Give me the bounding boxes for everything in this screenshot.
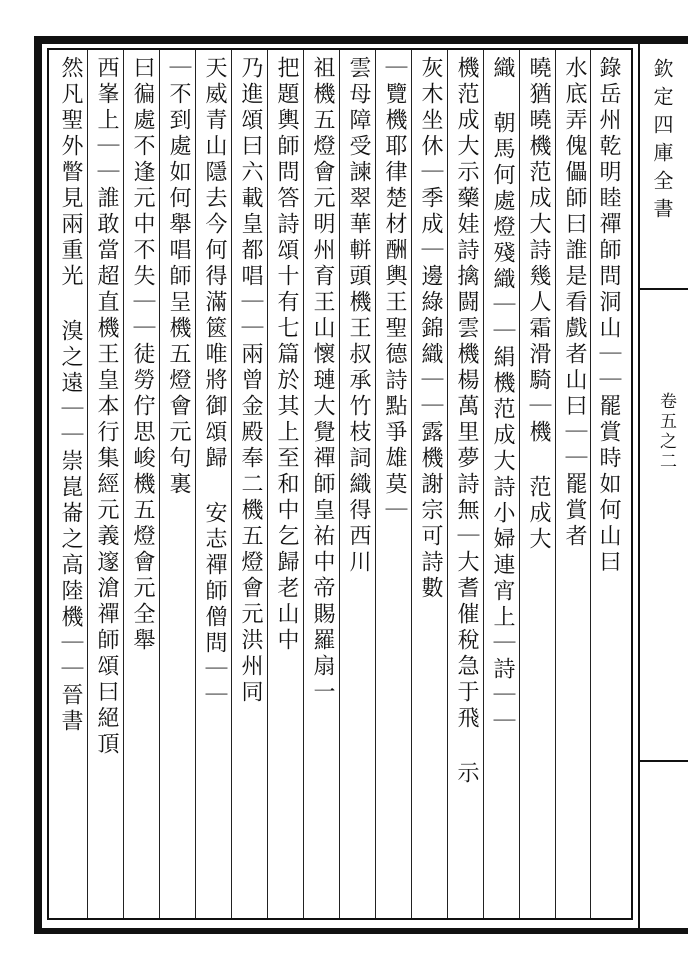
text-column-2: 水底弄傀儡師曰誰是看戲者山曰｜｜罷賞者 [562,56,587,550]
column-rule [555,50,556,918]
text-column-8: 雲母障受諫翠華軿頭機王叔承竹枝詞織得西川 [346,56,371,576]
column-rule [339,50,340,918]
column-rule [195,50,196,918]
column-rule [123,50,124,918]
fold-divider-upper [640,288,688,290]
book-title: 欽定四庫全書 [650,58,674,226]
column-rule [87,50,88,918]
text-column-5: 機范成大示藥娃詩擒闘雲機楊萬里夢詩無｜大耆催稅急于飛 示 [454,56,479,787]
column-rule [231,50,232,918]
text-column-14: 曰徧處不逢元中不失｜｜徒勞佇思峻機五燈會元全舉 [130,56,155,654]
fold-divider-lower [640,760,688,762]
text-column-4: 織 朝馬何處燈殘織｜｜絹機范成大詩小婦連宵上｜詩｜｜ [490,56,515,735]
column-rule [590,50,591,918]
text-column-16: 然凡聖外瞥見兩重光 溴之遠｜｜崇崑崙之高陸機｜｜晉書 [58,56,83,735]
column-rule [267,50,268,918]
text-column-3: 曉猶曉機范成大詩幾人霜滑騎｜機 范成大 [526,56,551,553]
column-rule [483,50,484,918]
text-column-9: 祖機五燈會元明州育王山懷璉大覺禪師皇祐中帝賜羅扇一 [310,56,335,706]
column-rule [411,50,412,918]
column-rule [159,50,160,918]
text-column-12: 天威青山隱去今何得滿篋唯將御頌歸 安志禪師僧問｜｜ [202,56,227,709]
column-rule [375,50,376,918]
text-column-10: 把題輿師問答詩頌十有七篇於其上至和中乞歸老山中 [274,56,299,654]
column-rule [447,50,448,918]
text-column-15: 西峯上｜｜誰敢當超直機王皇本行集經元義邃滄禪師頌曰絕頂 [94,56,119,758]
column-rule [519,50,520,918]
text-column-1: 錄岳州乾明睦禪師問洞山｜｜罷賞時如何山曰 [596,56,621,576]
text-column-11: 乃進頌曰六載皇都唱｜｜兩曾金殿奉二機五燈會元洪州同 [238,56,263,706]
text-column-13: ｜不到處如何舉唱師呈機五燈會元句裏 [166,56,191,498]
text-column-7: ｜覽機耶律楚材酬輿王聖德詩點爭雄莫｜ [382,56,407,524]
column-rule [303,50,304,918]
text-column-6: 灰木坐休｜季成｜邊綠錦織｜｜露機謝宗可詩數 [418,56,443,602]
juan-number: 卷五之二 [656,392,676,472]
